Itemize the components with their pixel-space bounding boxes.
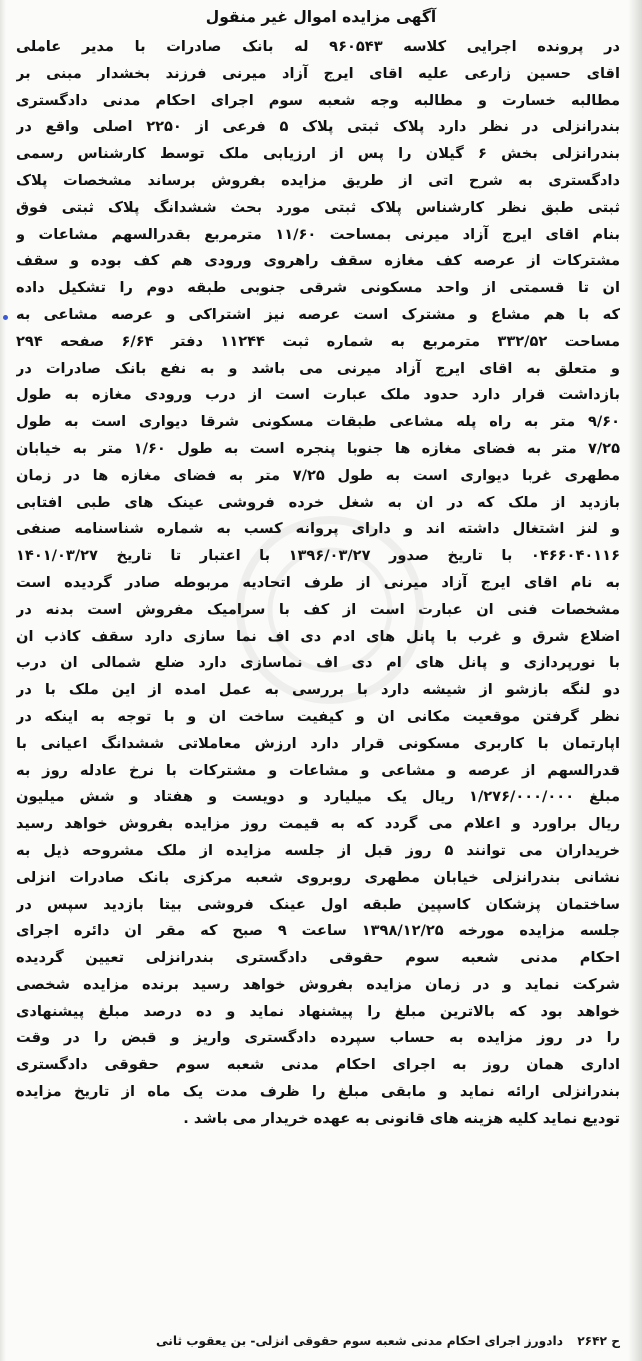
notice-line: ساختمان پزشکان کاسپین طبقه اول عینک فروشی بیتا بازدید سپس در [16,895,620,913]
notice-line: بنام اقای ایرج آزاد میرنی بمساحت ۱۱/۶۰ مترمربع بقدرالسهم مشاعات و [16,225,620,243]
notice-line: خریداران می توانند ۵ روز قبل از جلسه مزایده از ملک مشروحه ذیل به [16,841,620,859]
notice-line: بازدید از ملک که در ان به شغل خرده فروشی عینک های طبی افتابی [16,493,620,511]
notice-body [16,34,620,1133]
notice-line: بندرانزلی بخش ۶ گیلان را پس از ارزیابی ملک توسط کارشناس رسمی [16,145,620,163]
notice-title: آگهی مزایده اموال غیر منقول [205,8,437,26]
notice-line: که با هم مشاع و مشترک است عرصه نیز اشتراکی و عرصه مشاعی به [16,305,620,323]
notice-line: اداری همان روز به اجرای احکام مدنی شعبه سوم حقوقی دادگستری [16,1056,620,1074]
paper-edge-right [628,0,642,1361]
notice-line: دو لنگه بازشو از شیشه دارد با بررسی به عمل امده از این ملک با در [16,681,620,699]
notice-line: ۰۴۶۶۰۴۰۱۱۶ با تاریخ صدور ۱۳۹۶/۰۳/۲۷ با اعتبار تا تاریخ ۱۴۰۱/۰۳/۲۷ [16,547,620,565]
notice-line: بندرانزلی ارائه نماید و مابقی مبلغ را ظرف مدت یک ماه از تاریخ مزایده [16,1083,620,1101]
notice-line: مبلغ ۱/۲۷۶/۰۰۰/۰۰۰ ریال یک میلیارد و دویست و هفتاد و شش میلیون [16,788,620,806]
notice-line: نظر گرفتن موقعیت مکانی ان و کیفیت ساخت ان و با توجه به اینکه در [16,707,620,725]
notice-line: و متعلق به اقای ایرج آزاد میرنی می باشد و به نفع بانک صادرات در [16,359,620,377]
notice-line: ۷/۲۵ متر به فضای مغازه ها جنوبا پنجره است به طول ۱/۶۰ متر به خیابان [16,439,620,457]
notice-line: در پرونده اجرایی کلاسه ۹۶۰۵۴۳ له بانک صادرات با مدیر عاملی [16,38,620,55]
notice-line: با نورپردازی و پانل های ام دی اف نماسازی دارد ضلع شمالی ان درب [16,654,620,672]
notice-line: به نام اقای ایرج آزاد میرنی از طرف اتحادیه مربوطه صادر گردیده است [16,573,620,591]
notice-line: را در روز مزایده به حساب سپرده دادگستری واریز و قبض را در وقت [16,1029,620,1047]
notice-line: مطالبه خسارت و مطالبه وجه شعبه سوم اجرای احکام مدنی دادگستری [16,91,620,109]
notice-code: ح ۲۶۴۲ [577,1334,620,1348]
notice-line: اپارتمان با کاربری مسکونی قرار دارد ارزش معاملاتی ششدانگ اعیانی با [16,734,620,752]
notice-signature: دادورز اجرای احکام مدنی شعبه سوم حقوقی انزلی- بن یعقوب ثانی [155,1334,563,1348]
notice-line: مطهری غربا دیواری است به طول ۷/۲۵ متر به فضای مغازه ها در زمان [16,466,620,484]
notice-line: دادگستری به شرح اتی از طریق مزایده بفروش برساند مشخصات پلاک [16,171,620,189]
notice-line: جلسه مزایده مورخه ۱۳۹۸/۱۲/۲۵ ساعت ۹ صبح که مقر ان دائره اجرای [16,922,620,940]
notice-line: تودیع نماید کلیه هزینه های قانونی به عهده خریدار می باشد . [183,1109,620,1127]
notice-footer [16,1330,620,1352]
notice-line: شرکت نماید و در زمان مزایده بفروش خواهد رسید برنده مزایده شخصی [16,975,620,993]
ink-dot [3,315,8,320]
notice-line: ان تا قسمتی از واحد مسکونی شرقی جنوبی طبقه دوم را تشکیل داده [16,279,620,297]
notice-line: ثبتی طبق نظر کارشناس پلاک ثبتی مورد بحث ششدانگ پلاک ثبتی فوق [16,198,620,216]
notice-line: اضلاع شرق و غرب با پانل های ادم دی اف نما سازی دارد سقف کاذب ان [16,627,620,645]
notice-line: ریال براورد و اعلام می گردد که به قیمت روز مزایده بفروش خواهد رسید [16,815,620,833]
notice-line: نشانی بندرانزلی خیابان مطهری روبروی شعبه مرکزی بانک صادرات انزلی [16,868,620,886]
notice-line: خواهد بود که بالاترین مبلغ را پیشنهاد نماید و ده درصد مبلغ پیشنهادی [16,1002,620,1020]
notice-line: مشخصات فنی ان عبارت است از کف با سرامیک مفروش است بدنه در [16,600,620,618]
notice-line: مشترکات از عرصه کف مغازه سقف راهروی ورودی هم کف بوده و سقف [16,252,620,270]
notice-line: احکام مدنی شعبه سوم حقوقی دادگستری بندرانزلی تعیین گردیده [16,949,620,967]
notice-line: قدرالسهم از عرصه و مشاعی و مشاعات و مشترکات با نرخ عادله روز به [16,761,620,779]
paper-edge-left [0,0,6,1361]
notice-line: اقای حسین زارعی علیه اقای ایرج آزاد میرنی فرزند بخشدار مبنی بر [16,64,620,82]
notice-line: ۹/۶۰ متر به راه پله مشاعی طبقات مسکونی شرقا دیواری است به طول [16,413,620,431]
notice-line: بازداشت قرار دارد حدود ملک عبارت است از درب ورودی مغازه به طول [16,386,620,404]
notice-line: و لنز اشتغال داشته اند و دارای پروانه کسب به شماره شناسنامه صنفی [16,520,620,538]
notice-line: بندرانزلی در نظر دارد پلاک ثبتی پلاک ۵ فرعی از ۲۲۵۰ اصلی واقع در [16,118,620,136]
notice-line: مساحت ۳۳۲/۵۲ مترمربع به شماره ثبت ۱۱۲۴۴ دفتر ۶/۶۴ صفحه ۲۹۴ [16,332,620,350]
